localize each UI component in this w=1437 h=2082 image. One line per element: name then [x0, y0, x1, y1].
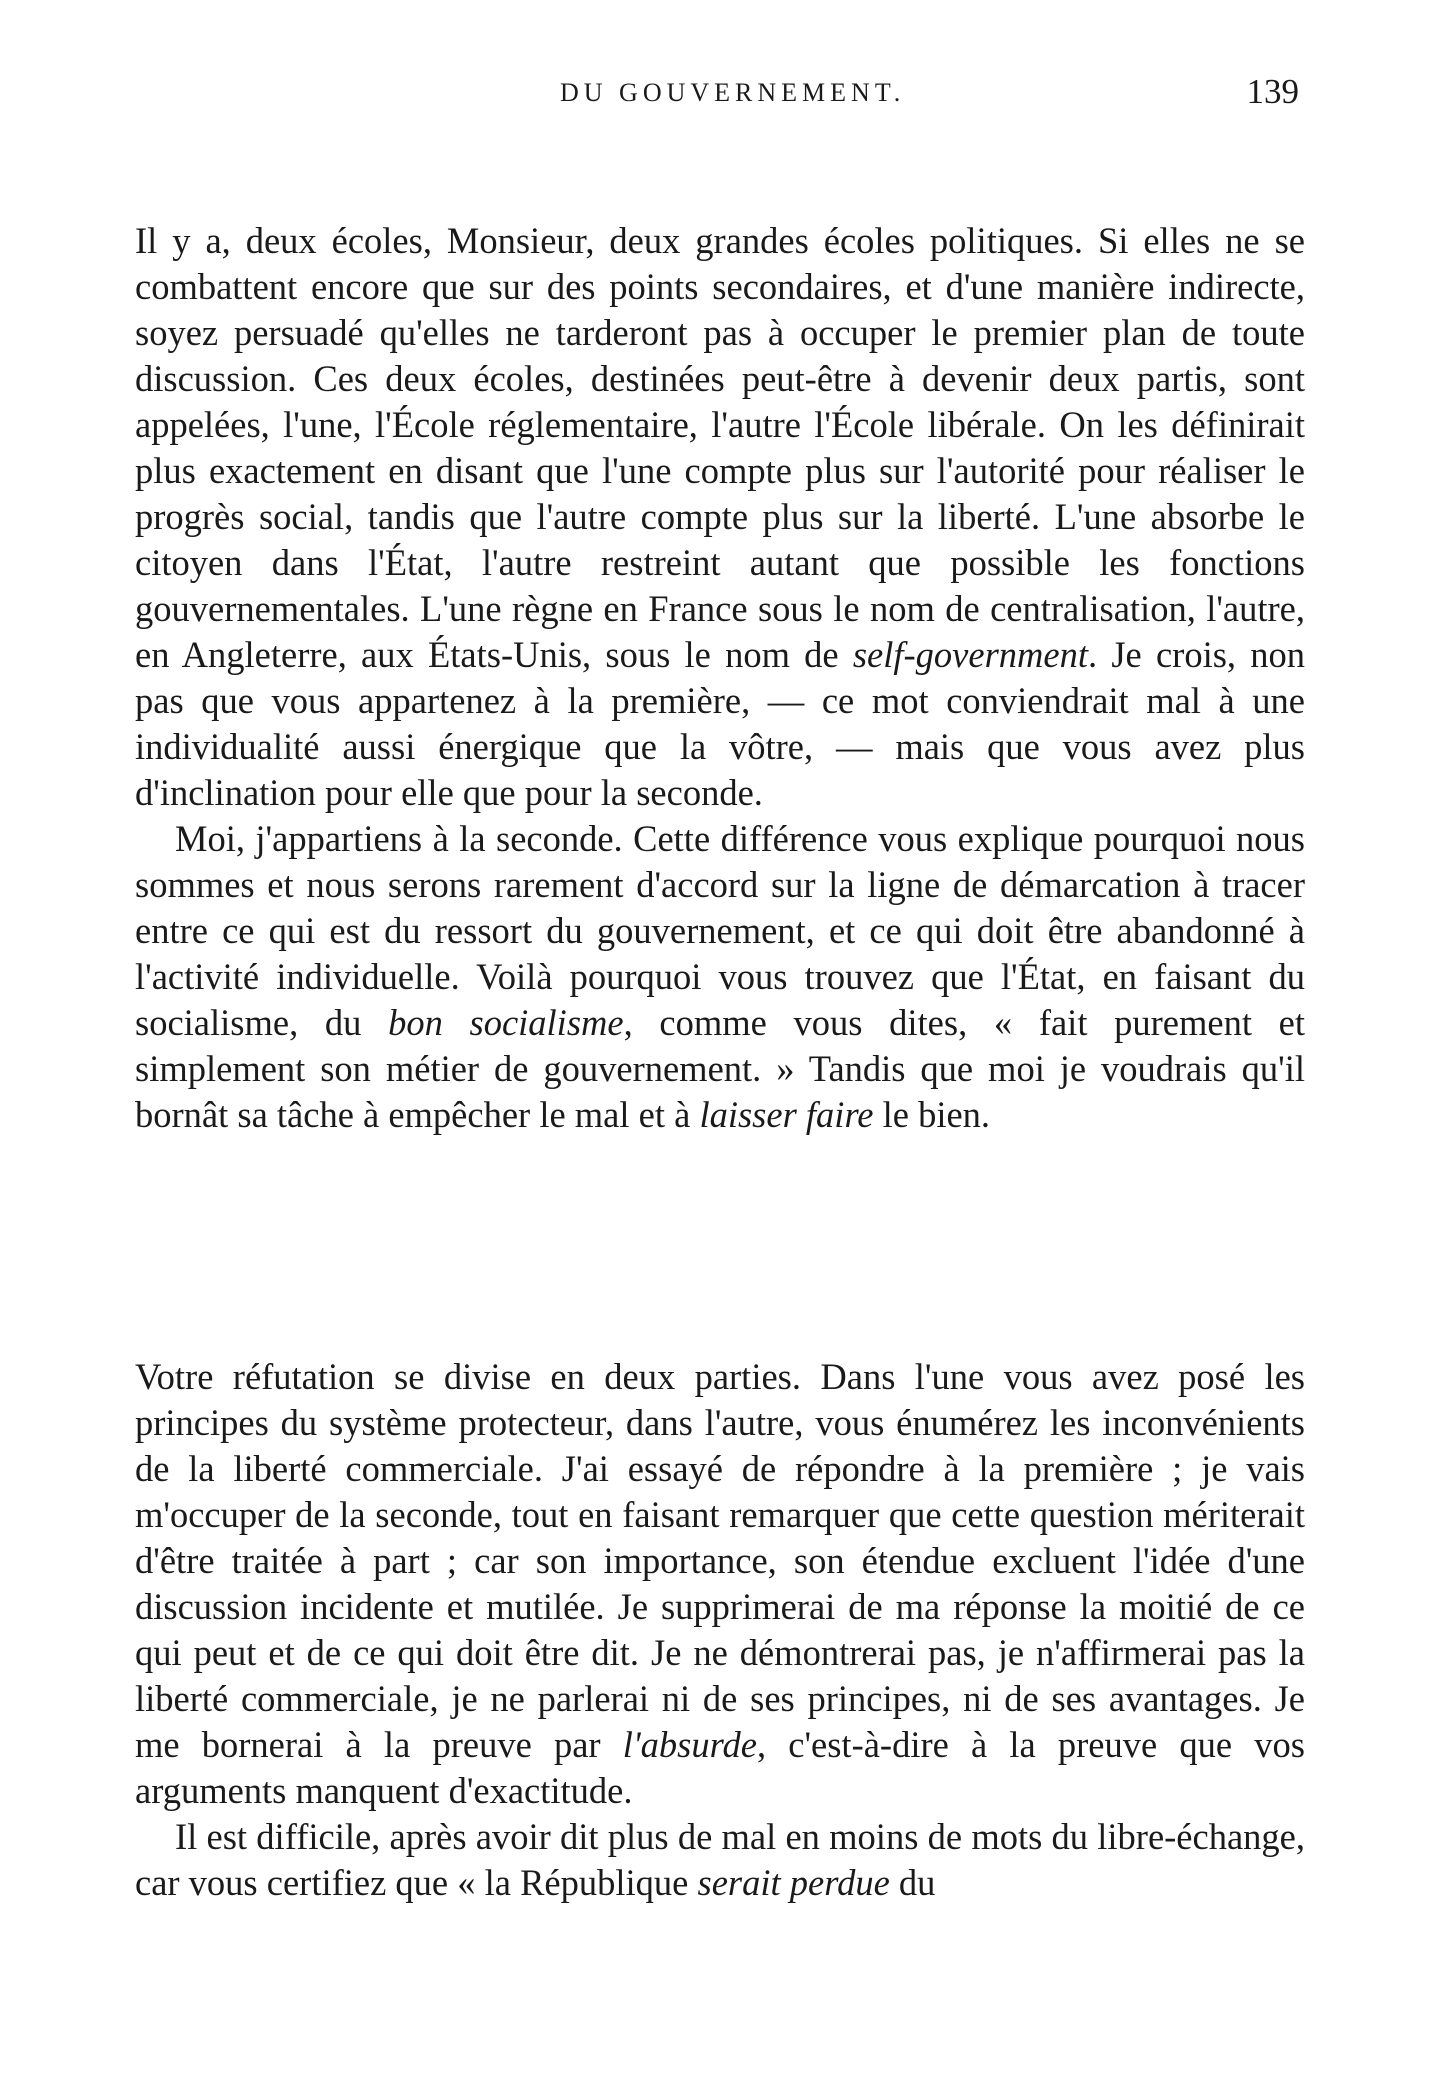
paragraph: Moi, j'appartiens à la seconde. Cette différence vous explique pourquoi nous sommes et nous serons rarement d'accord sur la ligne de démarcation à tracer entre ce qui est du ressort du gouvernement, et ce qui doit être abandonné à l'activité individuelle. Voilà pourquoi vous trouvez que l'État, en faisant du socialisme, du bon socialisme, comme vous dites, « fait purement et simplement son métier de gouvernement. » Tandis que moi je voudrais qu'il bornât sa tâche à empêcher le mal et à laisser faire le bien. — [135, 818, 1306, 1135]
italic-term: laisser faire — [699, 1094, 874, 1135]
paragraph: Il est difficile, après avoir dit plus de mal en moins de mots du libre-échange, car vous certifiez que « la République serait perdue du — [135, 1816, 1305, 1903]
text-section-1 — [135, 218, 1305, 1138]
italic-term: l'absurde — [622, 1724, 757, 1765]
paragraph: Votre réfutation se divise en deux parties. Dans l'une vous avez posé les principes du système protecteur, dans l'autre, vous énumérez les inconvénients de la liberté commerciale. J'ai essayé de répondre à la première ; je vais m'occuper de la seconde, tout en faisant remarquer que cette question mériterait d'être traitée à part ; car son importance, son étendue excluent l'idée d'une discussion incidente et mutilée. Je supprimerai de ma réponse la moitié de ce qui peut et de ce qui doit être dit. Je ne démontrerai pas, je n'affirmerai pas la liberté commerciale, je ne parlerai ni de ses principes, ni de ses avantages. Je me bornerai à la preuve par l'absurde, c'est-à-dire à la preuve que vos arguments manquent d'exactitude. — [135, 1356, 1305, 1811]
italic-term: serait perdue — [697, 1862, 890, 1903]
italic-term: self-government — [852, 634, 1088, 675]
running-title: DU GOUVERNEMENT. — [560, 78, 906, 107]
page-number: 139 — [1246, 72, 1299, 111]
paragraph: Il y a, deux écoles, Monsieur, deux grandes écoles politiques. Si elles ne se combattent encore que sur des points secondaires, et d'une manière indirecte, soyez persuadé qu'elles ne tarderont pas à occuper le premier plan de toute discussion. Ces deux écoles, destinées peut-être à devenir deux partis, sont appelées, l'une, l'École réglementaire, l'autre l'École libérale. On les définirait plus exactement en disant que l'une compte plus sur l'autorité pour réaliser le progrès social, tandis que l'autre compte plus sur la liberté. L'une absorbe le citoyen dans l'État, l'autre restreint autant que possible les fonctions gouvernementales. L'une règne en France sous le nom de centralisation, l'autre, en Angleterre, aux États-Unis, sous le nom de self-government. Je crois, non pas que vous appartenez à la première, — ce mot conviendrait mal à une individualité aussi énergique que la vôtre, — mais que vous avez plus d'inclination pour elle que pour la seconde. — [135, 220, 1305, 813]
italic-term: bon socialisme — [388, 1002, 624, 1043]
page-header — [0, 72, 1437, 112]
text-section-2 — [135, 1354, 1305, 1906]
